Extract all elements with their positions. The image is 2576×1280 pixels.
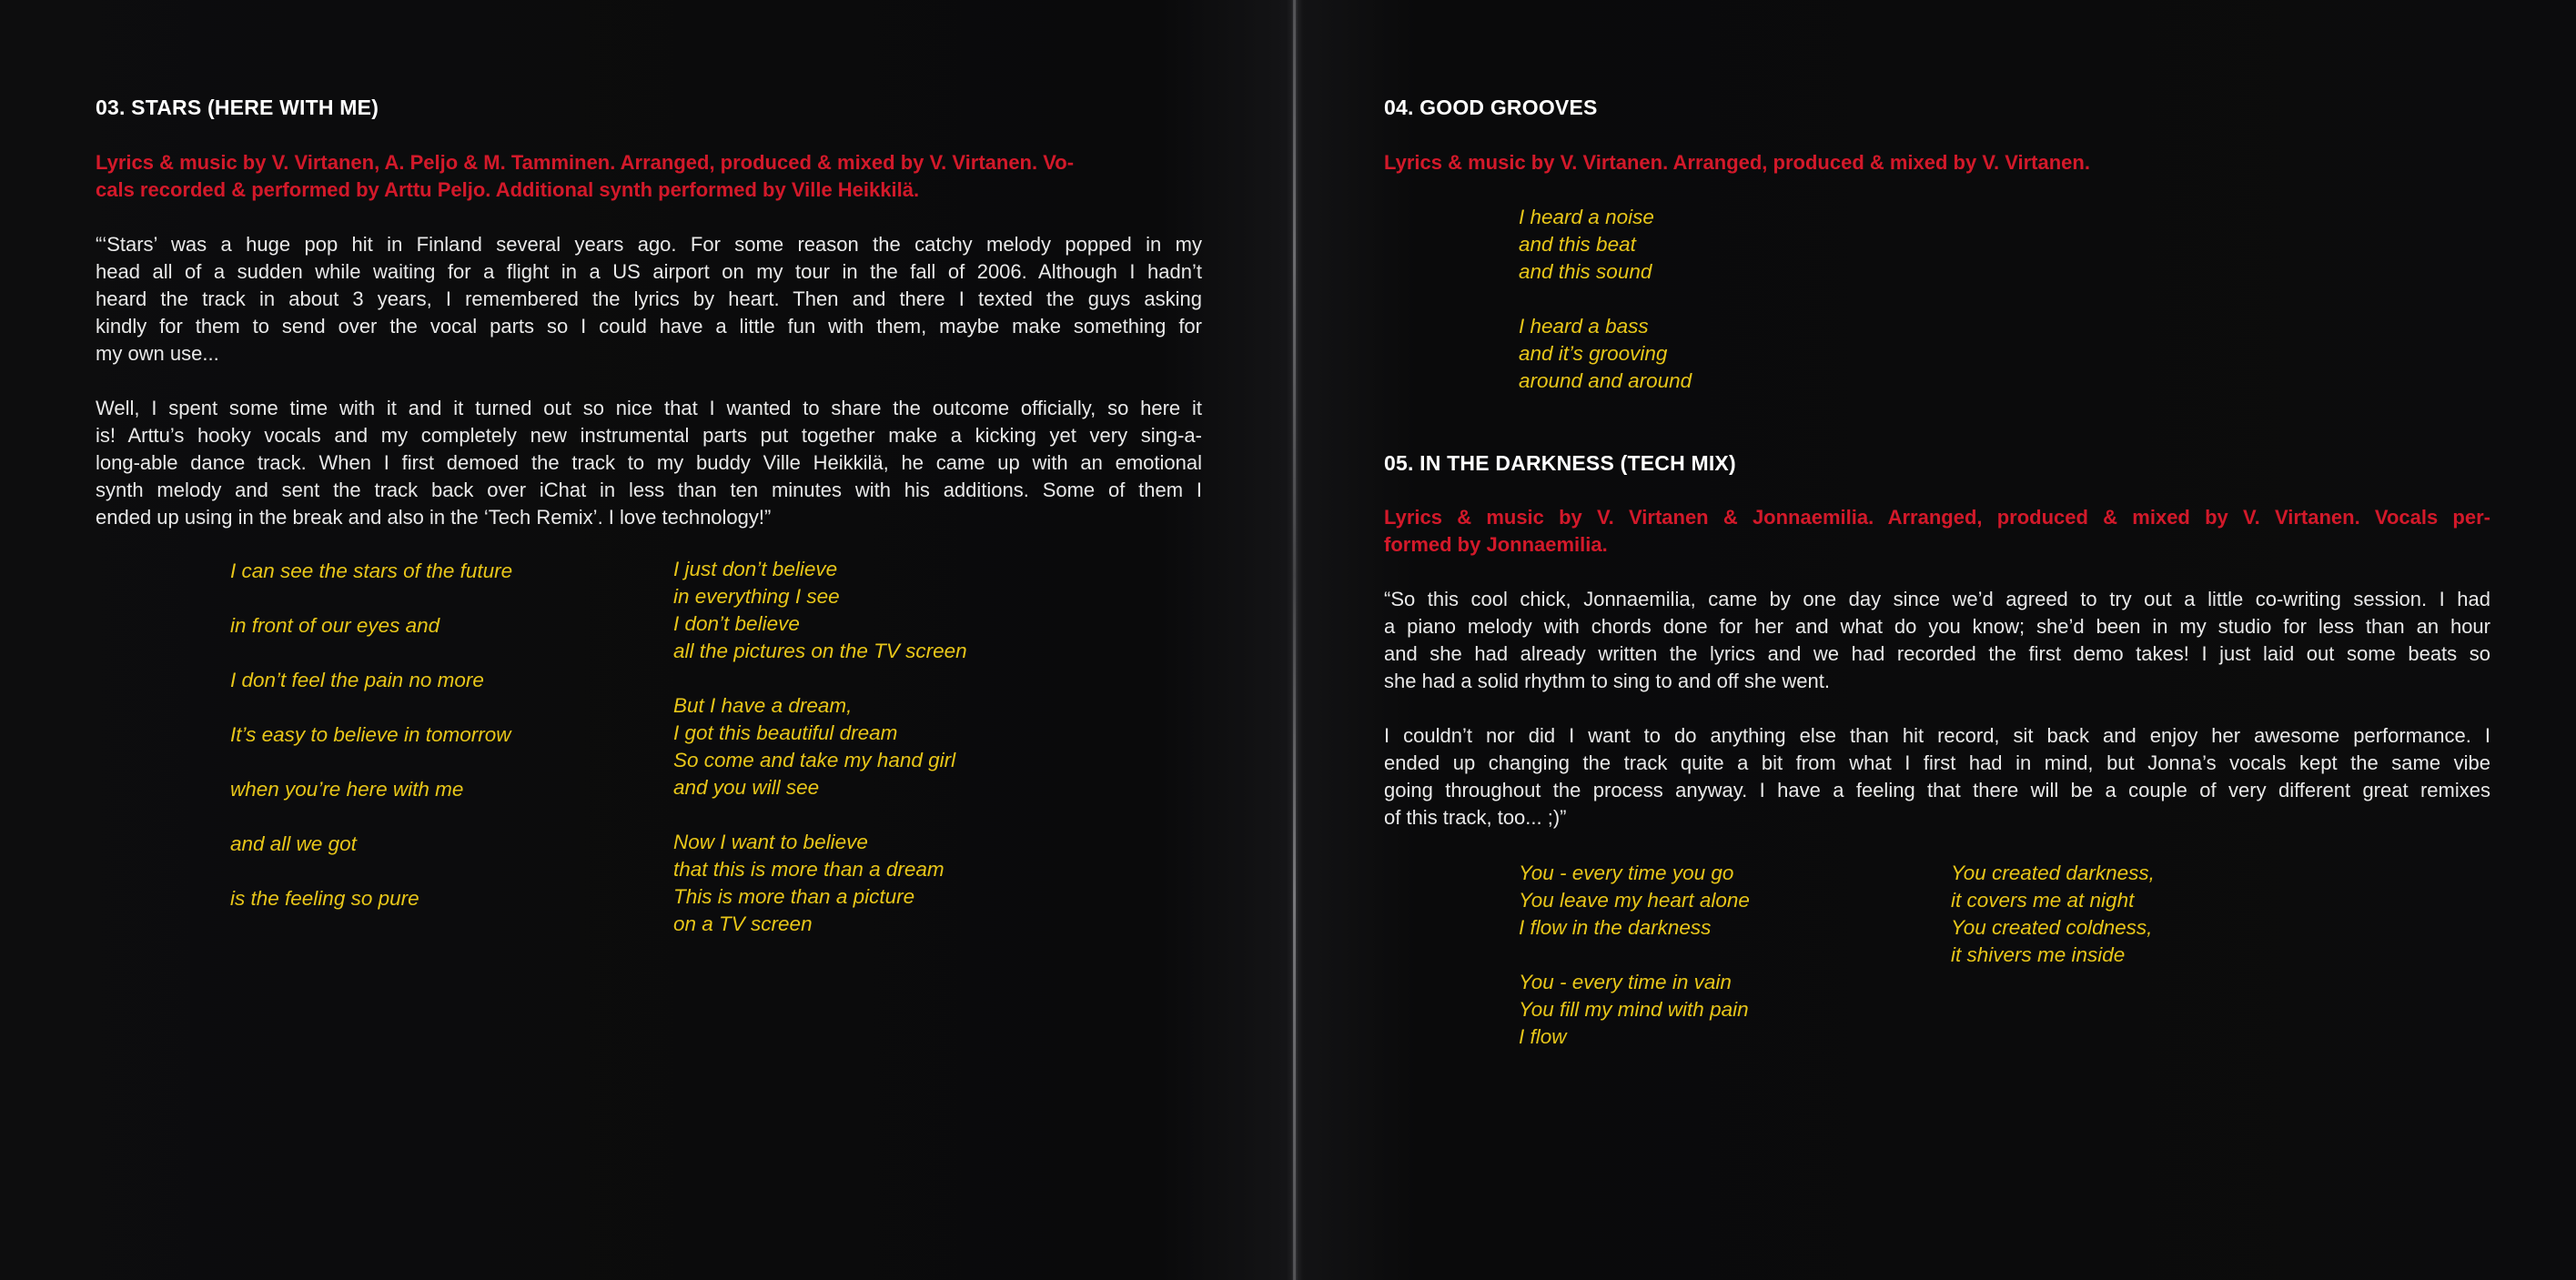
lyric-line: I don’t feel the pain no more — [230, 669, 484, 691]
lyric-line: I got this beautiful dream — [673, 721, 898, 744]
lyric-line: I can see the stars of the future — [230, 559, 513, 582]
track-03-note-para-2 — [96, 395, 1202, 531]
lyric-line: You fill my mind with pain — [1519, 998, 1749, 1021]
track-05-note-para-1 — [1384, 586, 2490, 695]
text-line: a piano melody with chords done for her and what do you know; she’d been in my studio for less than an hour — [1384, 615, 2490, 638]
lyric-line: You leave my heart alone — [1519, 889, 1750, 912]
lyric-line: it shivers me inside — [1951, 943, 2126, 966]
lyric-line: I just don’t believe — [673, 558, 838, 580]
lyric-line: I heard a noise — [1519, 206, 1654, 228]
credits-line: cals recorded & performed by Arttu Peljo. Additional synth performed by Ville Heikkilä. — [96, 178, 920, 201]
track-05-title: 05. IN THE DARKNESS (TECH MIX) — [1384, 451, 1736, 475]
text-line: I couldn’t nor did I want to do anything else than hit record, sit back and enjoy her awesome performance. I — [1384, 724, 2490, 747]
credits-line: Lyrics & music by V. Virtanen, A. Peljo & M. Tamminen. Arranged, produced & mixed by V. Virtanen. Vo- — [96, 151, 1075, 174]
text-line: going throughout the process anyway. I have a feeling that there will be a couple of very different great remixes — [1384, 779, 2490, 801]
lyric-line: all the pictures on the TV screen — [673, 640, 967, 662]
lyric-line: You created darkness, — [1951, 862, 2155, 884]
text-line: is! Arttu’s hooky vocals and my completely new instrumental parts put together make a kicking yet very sing-a- — [96, 424, 1202, 447]
lyric-line: and all we got — [230, 832, 357, 855]
track-03-note-para-1 — [96, 231, 1202, 368]
text-line: ended up using in the break and also in the ‘Tech Remix’. I love technology!” — [96, 506, 772, 529]
track-05-note-para-2 — [1384, 722, 2490, 831]
track-05-credits — [1384, 504, 2490, 559]
text-line: long-able dance track. When I first demoed the track to my buddy Ville Heikkilä, he came up with an emotional — [96, 451, 1202, 474]
lyric-line: It’s easy to believe in tomorrow — [230, 723, 511, 746]
right-page — [1299, 0, 2576, 1280]
lyric-line: I flow in the darkness — [1519, 916, 1712, 939]
credits-line: formed by Jonnaemilia. — [1384, 533, 1608, 556]
lyric-line: is the feeling so pure — [230, 887, 419, 910]
track-05-lyrics-column-1 — [1519, 860, 1750, 1051]
lyric-line: and this beat — [1519, 233, 1636, 256]
text-line: and she had already written the lyrics and we had recorded the first demo takes! I just laid out some beats so — [1384, 642, 2490, 665]
track-04-lyrics — [1519, 204, 1692, 395]
lyric-line: on a TV screen — [673, 912, 813, 935]
text-line: kindly for them to send over the vocal parts so I could have a little fun with them, maybe make something for — [96, 315, 1202, 338]
lyric-line: and you will see — [673, 776, 820, 799]
lyric-line: You created coldness, — [1951, 916, 2153, 939]
track-03-credits — [96, 149, 1202, 204]
track-04-title: 04. GOOD GROOVES — [1384, 96, 1598, 119]
lyric-line: and it’s grooving — [1519, 342, 1668, 365]
track-03-lyrics-column-2 — [673, 556, 967, 938]
text-line: she had a solid rhythm to sing to and off she went. — [1384, 670, 1831, 692]
lyric-line: that this is more than a dream — [673, 858, 945, 881]
text-line: head all of a sudden while waiting for a flight in a US airport on my tour in the fall of 2006. Although I hadn’t — [96, 260, 1202, 283]
lyric-line: around and around — [1519, 369, 1692, 392]
track-03-lyrics-column-1 — [230, 558, 512, 912]
text-line: synth melody and sent the track back over iChat in less than ten minutes with his additions. Some of them I — [96, 479, 1202, 501]
text-line: my own use... — [96, 342, 219, 365]
text-line: of this track, too... ;)” — [1384, 806, 1567, 829]
lyric-line: You - every time in vain — [1519, 971, 1732, 993]
lyric-line: But I have a dream, — [673, 694, 853, 717]
text-line: heard the track in about 3 years, I remembered the lyrics by heart. Then and there I texted the guys asking — [96, 287, 1202, 310]
lyric-line: So come and take my hand girl — [673, 749, 956, 771]
text-line: “So this cool chick, Jonnaemilia, came by one day since we’d agreed to try out a little co-writing session. I had — [1384, 588, 2490, 610]
text-line: Well, I spent some time with it and it turned out so nice that I wanted to share the outcome officially, so here it — [96, 397, 1202, 419]
lyric-line: in front of our eyes and — [230, 614, 440, 637]
lyric-line: it covers me at night — [1951, 889, 2135, 912]
lyric-line: I flow — [1519, 1025, 1567, 1048]
lyric-line: in everything I see — [673, 585, 840, 608]
credits-line: Lyrics & music by V. Virtanen. Arranged, produced & mixed by V. Virtanen. — [1384, 151, 2090, 174]
credits-line: Lyrics & music by V. Virtanen & Jonnaemilia. Arranged, produced & mixed by V. Virtanen. Vocals per- — [1384, 506, 2490, 529]
lyric-line: This is more than a picture — [673, 885, 915, 908]
lyric-line: when you’re here with me — [230, 778, 464, 801]
track-05-lyrics-column-2 — [1951, 860, 2155, 969]
text-line: “‘Stars’ was a huge pop hit in Finland several years ago. For some reason the catchy melody popped in my — [96, 233, 1202, 256]
lyric-line: I don’t believe — [673, 612, 800, 635]
lyric-line: I heard a bass — [1519, 315, 1649, 338]
lyric-line: Now I want to believe — [673, 831, 868, 853]
spine-crease — [1293, 0, 1296, 1280]
track-04-credits — [1384, 149, 2490, 176]
text-line: ended up changing the track quite a bit from what I first had in mind, but Jonna’s vocals kept the same vibe — [1384, 751, 2490, 774]
lyric-line: and this sound — [1519, 260, 1652, 283]
lyric-line: You - every time you go — [1519, 862, 1734, 884]
track-03-title: 03. STARS (HERE WITH ME) — [96, 96, 379, 119]
